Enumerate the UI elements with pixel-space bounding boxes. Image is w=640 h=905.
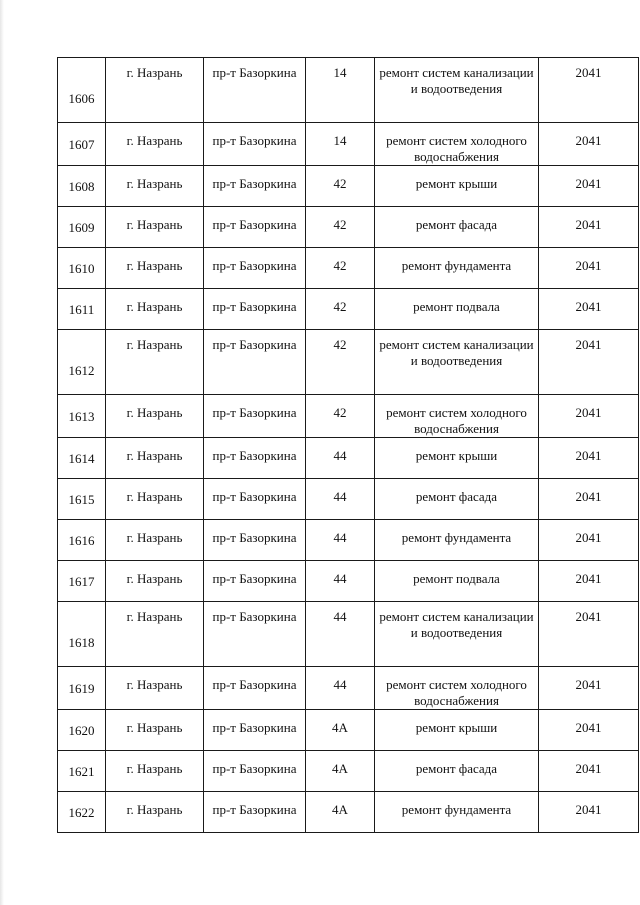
planned-year-cell-text: 2041 (575, 802, 602, 817)
work-type-cell (375, 751, 539, 792)
house-number-cell-text: 4А (332, 720, 348, 735)
work-type-cell (375, 166, 539, 207)
work-type-cell (375, 561, 539, 602)
house-number-cell-text: 42 (333, 176, 347, 191)
work-type-cell (375, 792, 539, 833)
work-type-cell (375, 602, 539, 667)
work-type-cell-text: ремонт крыши (415, 448, 498, 463)
work-type-cell-text: ремонт систем канализации и водоотведения (379, 337, 534, 368)
city-cell-text: г. Назрань (126, 609, 183, 624)
work-type-cell (375, 395, 539, 438)
planned-year-cell-text: 2041 (575, 299, 602, 314)
house-number-cell (306, 667, 375, 710)
city-cell (106, 289, 204, 330)
city-cell-text: г. Назрань (126, 337, 183, 352)
street-cell-text: пр-т Базоркина (212, 761, 297, 776)
table-row (58, 248, 639, 289)
planned-year-cell-text: 2041 (575, 677, 602, 692)
row-number-cell (58, 667, 106, 710)
row-number-cell-text: 1613 (68, 409, 95, 424)
house-number-cell (306, 248, 375, 289)
table-row (58, 166, 639, 207)
row-number-cell-text: 1606 (68, 91, 95, 106)
street-cell-text: пр-т Базоркина (212, 720, 297, 735)
planned-year-cell (539, 207, 639, 248)
row-number-cell (58, 289, 106, 330)
row-number-cell (58, 602, 106, 667)
planned-year-cell-text: 2041 (575, 133, 602, 148)
work-type-cell (375, 667, 539, 710)
house-number-cell-text: 44 (333, 489, 347, 504)
street-cell-text: пр-т Базоркина (212, 609, 297, 624)
city-cell (106, 792, 204, 833)
street-cell (204, 207, 306, 248)
house-number-cell (306, 438, 375, 479)
row-number-cell (58, 751, 106, 792)
row-number-cell (58, 330, 106, 395)
row-number-cell (58, 58, 106, 123)
table-row (58, 520, 639, 561)
house-number-cell (306, 479, 375, 520)
table-row (58, 602, 639, 667)
street-cell (204, 602, 306, 667)
row-number-cell-text: 1620 (68, 723, 95, 738)
planned-year-cell (539, 438, 639, 479)
street-cell (204, 395, 306, 438)
work-type-cell-text: ремонт подвала (413, 299, 500, 314)
city-cell-text: г. Назрань (126, 677, 183, 692)
street-cell (204, 289, 306, 330)
planned-year-cell-text: 2041 (575, 337, 602, 352)
house-number-cell-text: 14 (333, 65, 347, 80)
table-row (58, 792, 639, 833)
street-cell (204, 667, 306, 710)
house-number-cell (306, 602, 375, 667)
city-cell (106, 166, 204, 207)
work-type-cell (375, 248, 539, 289)
city-cell-text: г. Назрань (126, 65, 183, 80)
row-number-cell (58, 520, 106, 561)
house-number-cell (306, 561, 375, 602)
house-number-cell (306, 792, 375, 833)
row-number-cell (58, 123, 106, 166)
work-type-cell (375, 289, 539, 330)
street-cell (204, 123, 306, 166)
street-cell (204, 751, 306, 792)
table-row (58, 438, 639, 479)
house-number-cell (306, 166, 375, 207)
planned-year-cell-text: 2041 (575, 405, 602, 420)
row-number-cell-text: 1614 (68, 451, 95, 466)
row-number-cell-text: 1611 (68, 302, 95, 317)
house-number-cell-text: 42 (333, 405, 347, 420)
street-cell (204, 330, 306, 395)
planned-year-cell (539, 123, 639, 166)
table-row (58, 561, 639, 602)
city-cell-text: г. Назрань (126, 176, 183, 191)
row-number-cell-text: 1617 (68, 574, 95, 589)
planned-year-cell (539, 520, 639, 561)
house-number-cell-text: 42 (333, 217, 347, 232)
house-number-cell-text: 44 (333, 609, 347, 624)
work-type-cell-text: ремонт фундамента (401, 530, 512, 545)
street-cell-text: пр-т Базоркина (212, 258, 297, 273)
work-type-cell-text: ремонт фундамента (401, 802, 512, 817)
city-cell-text: г. Назрань (126, 217, 183, 232)
work-type-cell-text: ремонт фундамента (401, 258, 512, 273)
house-number-cell (306, 58, 375, 123)
table-row (58, 123, 639, 166)
city-cell (106, 751, 204, 792)
city-cell (106, 248, 204, 289)
work-type-cell-text: ремонт фасада (415, 489, 498, 504)
house-number-cell-text: 14 (333, 133, 347, 148)
planned-year-cell (539, 58, 639, 123)
planned-year-cell (539, 792, 639, 833)
house-number-cell (306, 207, 375, 248)
street-cell-text: пр-т Базоркина (212, 571, 297, 586)
house-number-cell (306, 395, 375, 438)
street-cell-text: пр-т Базоркина (212, 299, 297, 314)
row-number-cell-text: 1622 (68, 805, 95, 820)
house-number-cell-text: 44 (333, 448, 347, 463)
street-cell-text: пр-т Базоркина (212, 489, 297, 504)
house-number-cell (306, 330, 375, 395)
planned-year-cell (539, 479, 639, 520)
city-cell (106, 123, 204, 166)
work-type-cell (375, 123, 539, 166)
city-cell (106, 330, 204, 395)
city-cell (106, 58, 204, 123)
work-type-cell-text: ремонт систем канализации и водоотведения (379, 609, 534, 640)
work-type-cell-text: ремонт фасада (415, 761, 498, 776)
row-number-cell (58, 207, 106, 248)
row-number-cell (58, 395, 106, 438)
work-type-cell-text: ремонт систем холодного водоснабжения (386, 677, 527, 708)
street-cell (204, 438, 306, 479)
row-number-cell-text: 1608 (68, 179, 95, 194)
work-type-cell (375, 710, 539, 751)
table-row (58, 667, 639, 710)
planned-year-cell-text: 2041 (575, 571, 602, 586)
table-row (58, 207, 639, 248)
street-cell (204, 248, 306, 289)
house-number-cell (306, 123, 375, 166)
city-cell (106, 602, 204, 667)
row-number-cell (58, 710, 106, 751)
street-cell (204, 479, 306, 520)
city-cell-text: г. Назрань (126, 489, 183, 504)
planned-year-cell-text: 2041 (575, 65, 602, 80)
city-cell (106, 207, 204, 248)
row-number-cell-text: 1607 (68, 137, 95, 152)
table-row (58, 479, 639, 520)
house-number-cell-text: 42 (333, 258, 347, 273)
street-cell (204, 58, 306, 123)
city-cell (106, 561, 204, 602)
city-cell-text: г. Назрань (126, 133, 183, 148)
work-type-cell (375, 438, 539, 479)
planned-year-cell (539, 710, 639, 751)
street-cell-text: пр-т Базоркина (212, 337, 297, 352)
table-row (58, 710, 639, 751)
house-number-cell-text: 44 (333, 571, 347, 586)
table-row (58, 395, 639, 438)
planned-year-cell-text: 2041 (575, 609, 602, 624)
planned-year-cell (539, 395, 639, 438)
city-cell-text: г. Назрань (126, 571, 183, 586)
row-number-cell-text: 1610 (68, 261, 95, 276)
work-type-cell (375, 330, 539, 395)
work-type-cell-text: ремонт фасада (415, 217, 498, 232)
planned-year-cell (539, 561, 639, 602)
house-number-cell-text: 4А (332, 761, 348, 776)
city-cell (106, 710, 204, 751)
planned-year-cell-text: 2041 (575, 761, 602, 776)
table-body (58, 58, 639, 833)
row-number-cell-text: 1621 (68, 764, 95, 779)
planned-year-cell (539, 289, 639, 330)
work-type-cell (375, 479, 539, 520)
row-number-cell (58, 561, 106, 602)
city-cell-text: г. Назрань (126, 299, 183, 314)
street-cell (204, 520, 306, 561)
repair-schedule-table (57, 57, 639, 833)
street-cell (204, 166, 306, 207)
row-number-cell-text: 1615 (68, 492, 95, 507)
table-row (58, 330, 639, 395)
planned-year-cell-text: 2041 (575, 176, 602, 191)
house-number-cell (306, 520, 375, 561)
city-cell-text: г. Назрань (126, 720, 183, 735)
house-number-cell-text: 44 (333, 530, 347, 545)
planned-year-cell-text: 2041 (575, 720, 602, 735)
row-number-cell-text: 1619 (68, 681, 95, 696)
house-number-cell (306, 289, 375, 330)
city-cell (106, 667, 204, 710)
street-cell (204, 561, 306, 602)
street-cell-text: пр-т Базоркина (212, 802, 297, 817)
row-number-cell-text: 1612 (68, 363, 95, 378)
row-number-cell-text: 1616 (68, 533, 95, 548)
planned-year-cell (539, 602, 639, 667)
row-number-cell-text: 1609 (68, 220, 95, 235)
street-cell-text: пр-т Базоркина (212, 176, 297, 191)
street-cell (204, 710, 306, 751)
work-type-cell (375, 58, 539, 123)
street-cell-text: пр-т Базоркина (212, 65, 297, 80)
planned-year-cell-text: 2041 (575, 217, 602, 232)
work-type-cell (375, 207, 539, 248)
table-row (58, 289, 639, 330)
city-cell-text: г. Назрань (126, 761, 183, 776)
street-cell-text: пр-т Базоркина (212, 530, 297, 545)
row-number-cell (58, 248, 106, 289)
work-type-cell-text: ремонт подвала (413, 571, 500, 586)
city-cell (106, 438, 204, 479)
work-type-cell-text: ремонт крыши (415, 176, 498, 191)
work-type-cell-text: ремонт крыши (415, 720, 498, 735)
house-number-cell-text: 4А (332, 802, 348, 817)
work-type-cell-text: ремонт систем холодного водоснабжения (386, 133, 527, 164)
city-cell-text: г. Назрань (126, 405, 183, 420)
street-cell (204, 792, 306, 833)
row-number-cell (58, 166, 106, 207)
table-row (58, 58, 639, 123)
work-type-cell-text: ремонт систем холодного водоснабжения (386, 405, 527, 436)
planned-year-cell (539, 166, 639, 207)
work-type-cell (375, 520, 539, 561)
row-number-cell (58, 479, 106, 520)
planned-year-cell-text: 2041 (575, 489, 602, 504)
city-cell-text: г. Назрань (126, 258, 183, 273)
row-number-cell (58, 438, 106, 479)
city-cell (106, 395, 204, 438)
city-cell-text: г. Назрань (126, 448, 183, 463)
scan-edge-shadow (0, 0, 4, 905)
house-number-cell (306, 751, 375, 792)
planned-year-cell (539, 667, 639, 710)
house-number-cell-text: 42 (333, 337, 347, 352)
planned-year-cell (539, 248, 639, 289)
city-cell (106, 479, 204, 520)
planned-year-cell (539, 751, 639, 792)
house-number-cell-text: 44 (333, 677, 347, 692)
street-cell-text: пр-т Базоркина (212, 217, 297, 232)
table-row (58, 751, 639, 792)
house-number-cell-text: 42 (333, 299, 347, 314)
city-cell (106, 520, 204, 561)
street-cell-text: пр-т Базоркина (212, 405, 297, 420)
street-cell-text: пр-т Базоркина (212, 448, 297, 463)
street-cell-text: пр-т Базоркина (212, 133, 297, 148)
planned-year-cell (539, 330, 639, 395)
planned-year-cell-text: 2041 (575, 530, 602, 545)
row-number-cell-text: 1618 (68, 635, 95, 650)
city-cell-text: г. Назрань (126, 802, 183, 817)
row-number-cell (58, 792, 106, 833)
work-type-cell-text: ремонт систем канализации и водоотведения (379, 65, 534, 96)
planned-year-cell-text: 2041 (575, 448, 602, 463)
planned-year-cell-text: 2041 (575, 258, 602, 273)
city-cell-text: г. Назрань (126, 530, 183, 545)
street-cell-text: пр-т Базоркина (212, 677, 297, 692)
house-number-cell (306, 710, 375, 751)
